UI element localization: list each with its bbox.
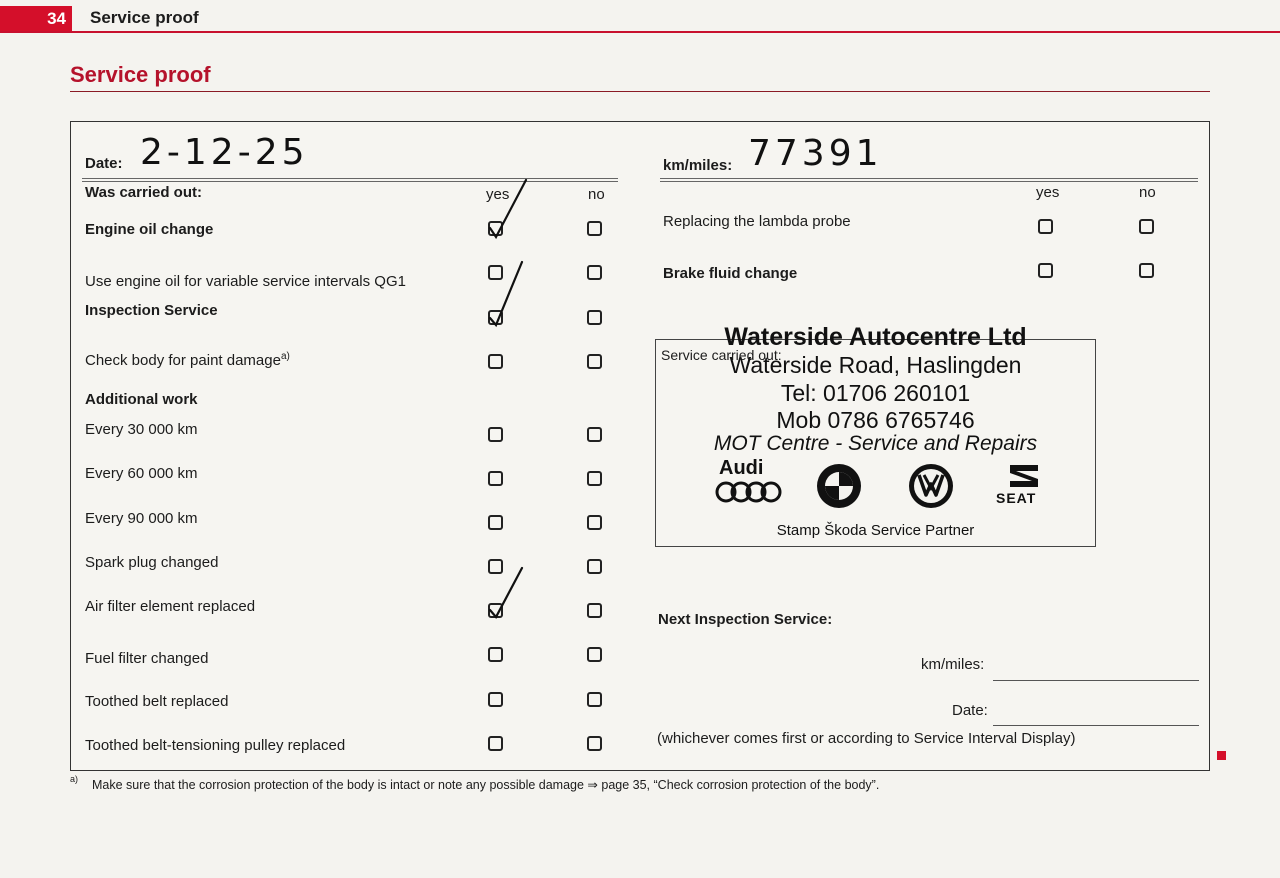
next-date-line[interactable]: [993, 725, 1199, 726]
fuel-filter-yes-checkbox[interactable]: [488, 647, 503, 662]
date-label: Date:: [85, 155, 123, 172]
right-yes-header: yes: [1036, 184, 1060, 201]
end-of-section-mark: [1217, 751, 1226, 760]
inspection-no-checkbox[interactable]: [587, 310, 602, 325]
title-rule: [70, 91, 1210, 92]
item-fuel-filter: Fuel filter changed: [85, 650, 209, 667]
footnote-ref: a): [280, 351, 290, 362]
engine-oil-no-checkbox[interactable]: [587, 221, 602, 236]
stamp-company-name: Waterside Autocentre Ltd: [724, 323, 1027, 351]
brake-fluid-no-checkbox[interactable]: [1139, 263, 1154, 278]
item-inspection-service: Inspection Service: [85, 302, 218, 319]
next-inspection-label: Next Inspection Service:: [658, 611, 833, 628]
every-90000-no-checkbox[interactable]: [587, 515, 602, 530]
lambda-yes-checkbox[interactable]: [1038, 219, 1053, 234]
item-spark-plug: Spark plug changed: [85, 554, 219, 571]
item-every-30000: Every 30 000 km: [85, 421, 198, 438]
km-handwritten-value[interactable]: 77391: [748, 133, 883, 174]
engine-oil-checkmark: [490, 180, 526, 237]
running-header: Service proof: [90, 8, 199, 27]
item-air-filter: Air filter element replaced: [85, 598, 256, 615]
page-number: 34: [0, 6, 72, 32]
item-tensioning-pulley: Toothed belt-tensioning pulley replaced: [85, 737, 346, 754]
brake-fluid-yes-checkbox[interactable]: [1038, 263, 1053, 278]
section-title: Service proof: [70, 62, 211, 87]
handwritten-checkmarks: [480, 175, 550, 635]
tensioning-pulley-yes-checkbox[interactable]: [488, 736, 503, 751]
vw-logo-icon: [907, 462, 955, 510]
additional-work-heading: Additional work: [85, 391, 198, 408]
fuel-filter-no-checkbox[interactable]: [587, 647, 602, 662]
date-handwritten-value[interactable]: 2-12-25: [140, 132, 309, 173]
km-label: km/miles:: [663, 157, 733, 174]
item-toothed-belt: Toothed belt replaced: [85, 693, 229, 710]
audi-wordmark: Audi: [719, 457, 764, 479]
header-rule: [0, 31, 1280, 33]
next-km-line[interactable]: [993, 680, 1199, 681]
carried-out-label: Was carried out:: [85, 184, 202, 201]
stamp-tagline: MOT Centre - Service and Repairs: [713, 432, 1038, 455]
every-30000-no-checkbox[interactable]: [587, 427, 602, 442]
stamp-mobile: Mob 0786 6765746: [776, 407, 975, 433]
footnote-marker: a): [70, 774, 79, 784]
seat-logo-icon: [1006, 461, 1042, 491]
service-carried-out-label: Service carried out:: [661, 347, 782, 363]
next-date-label: Date:: [952, 702, 988, 719]
tensioning-pulley-no-checkbox[interactable]: [587, 736, 602, 751]
item-lambda-probe: Replacing the lambda probe: [663, 213, 851, 230]
air-filter-checkmark: [490, 568, 522, 617]
item-variable-service-oil: Use engine oil for variable service intervals QG1: [85, 273, 406, 290]
footnote-text: Make sure that the corrosion protection of the body is intact or note any possible damage ⇒ page 35, “Check corrosion protection of the body”.: [92, 778, 880, 792]
item-every-90000: Every 90 000 km: [85, 510, 198, 527]
item-check-body-paint-label: Check body for paint damage: [85, 352, 281, 369]
item-brake-fluid: Brake fluid change: [663, 265, 798, 282]
audi-rings-icon: [714, 480, 784, 504]
item-every-60000: Every 60 000 km: [85, 465, 198, 482]
right-header-rule: [660, 178, 1198, 182]
bmw-roundel-icon: [815, 462, 863, 510]
left-no-header: no: [588, 186, 605, 203]
stamp-address: Waterside Road, Haslingden: [729, 352, 1022, 378]
toothed-belt-yes-checkbox[interactable]: [488, 692, 503, 707]
right-no-header: no: [1139, 184, 1156, 201]
every-60000-no-checkbox[interactable]: [587, 471, 602, 486]
toothed-belt-no-checkbox[interactable]: [587, 692, 602, 707]
stamp-telephone: Tel: 01706 260101: [780, 380, 971, 406]
variable-oil-no-checkbox[interactable]: [587, 265, 602, 280]
next-km-label: km/miles:: [921, 656, 985, 673]
seat-wordmark: SEAT: [996, 490, 1037, 506]
paint-damage-no-checkbox[interactable]: [587, 354, 602, 369]
item-engine-oil-change: Engine oil change: [85, 221, 214, 238]
item-check-body-paint: [85, 351, 290, 369]
spark-plug-no-checkbox[interactable]: [587, 559, 602, 574]
inspection-checkmark: [490, 262, 522, 325]
whichever-note: (whichever comes first or according to Service Interval Display): [657, 730, 1076, 747]
air-filter-no-checkbox[interactable]: [587, 603, 602, 618]
left-yes-header: yes: [486, 186, 510, 203]
lambda-no-checkbox[interactable]: [1139, 219, 1154, 234]
stamp-caption: Stamp Škoda Service Partner: [776, 522, 975, 539]
